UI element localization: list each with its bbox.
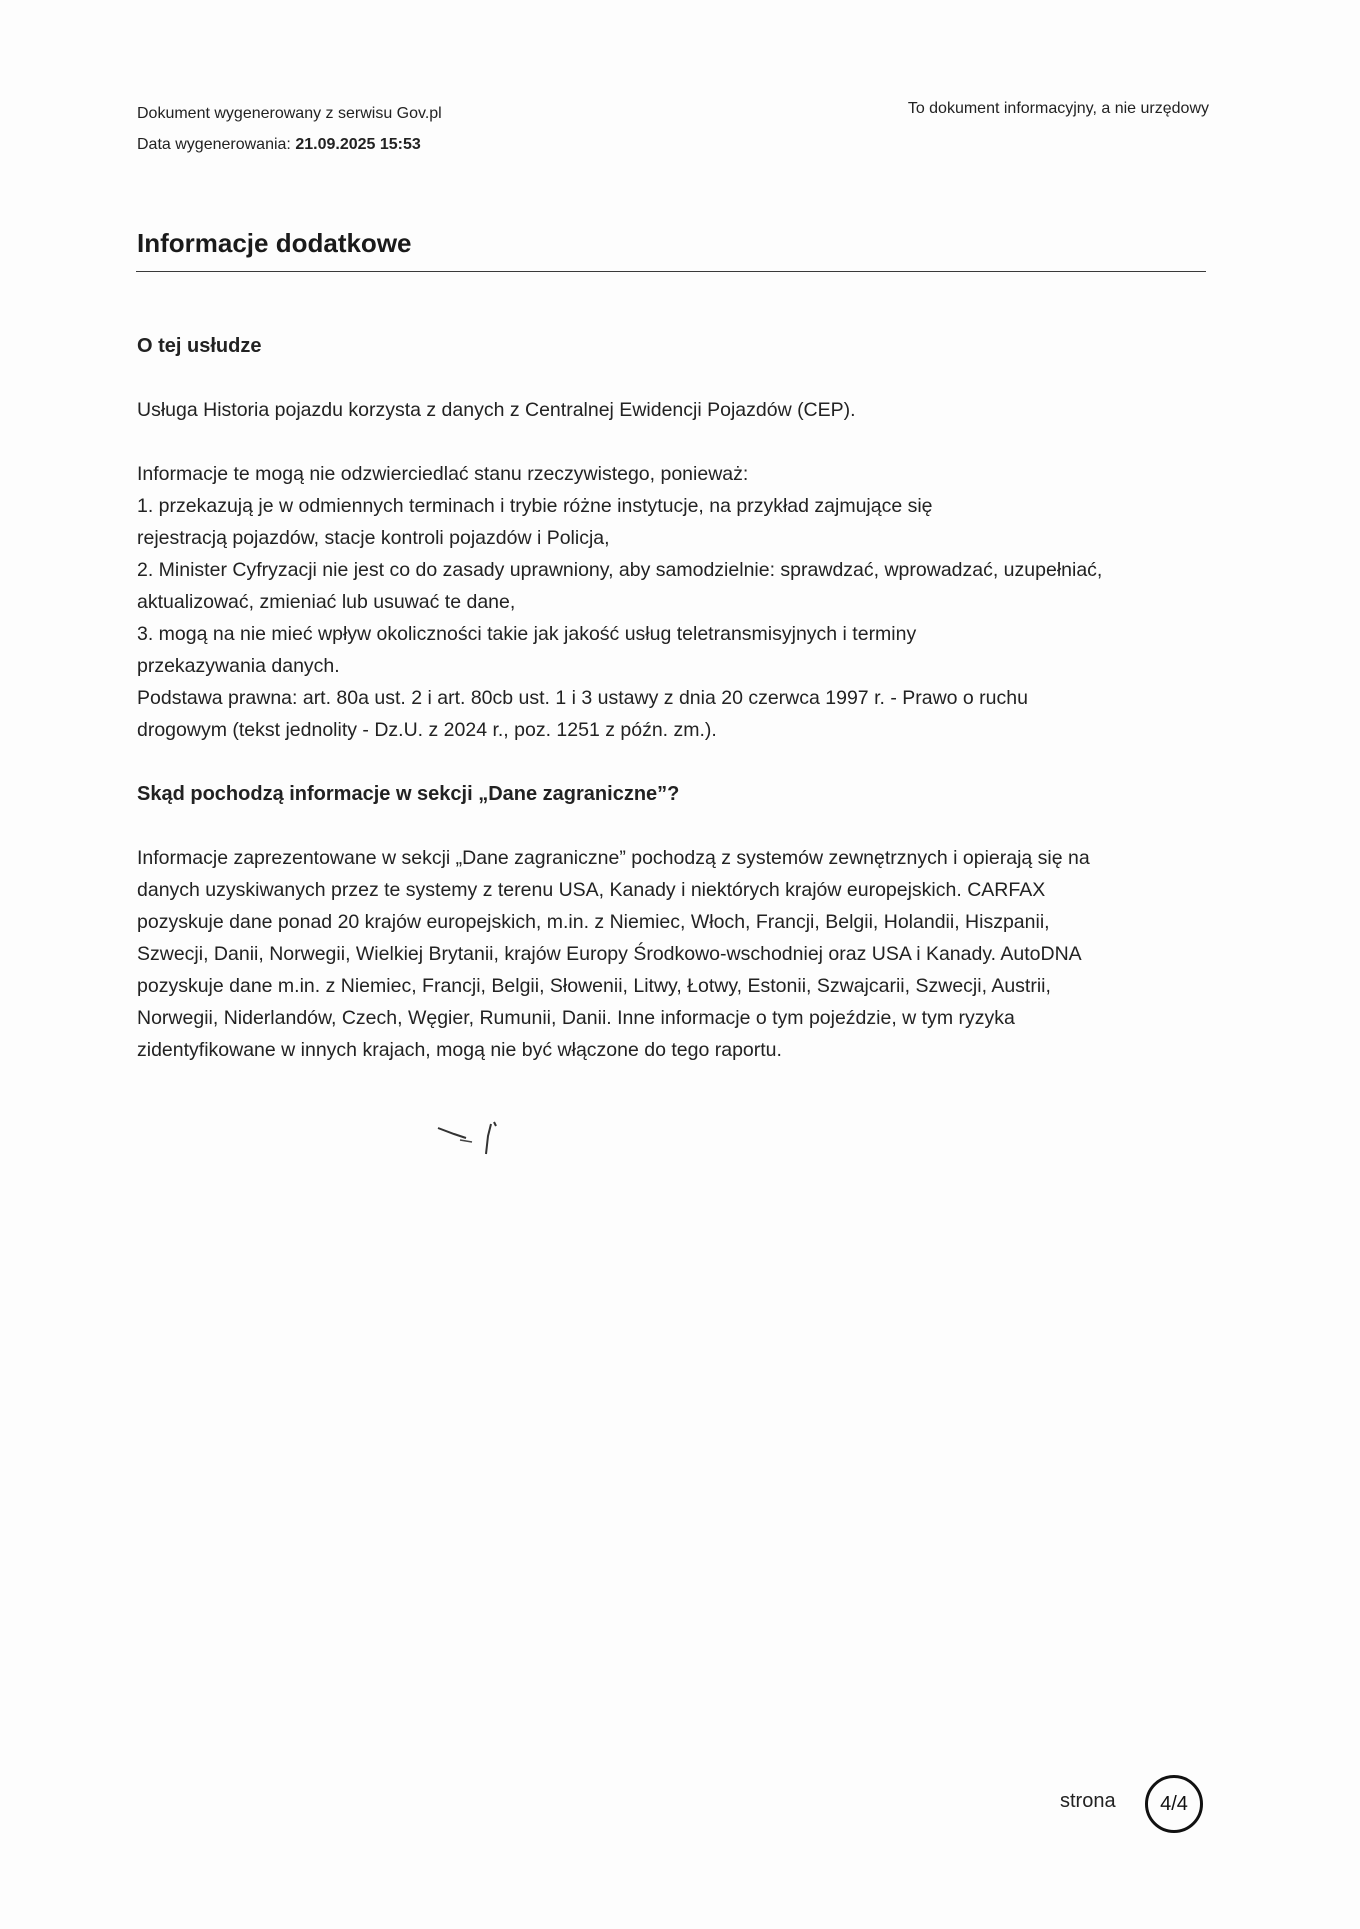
page-number: 4/4 — [1160, 1792, 1188, 1815]
legal-basis-line-1: Podstawa prawna: art. 80a ust. 2 i art. 80cb ust. 1 i 3 ustawy z dnia 20 czerwca 1997 r. - Prawo o ruchu — [137, 687, 1028, 709]
document-header-left — [137, 98, 442, 160]
date-label: Data wygenerowania: — [137, 136, 291, 153]
page-label: strona — [1060, 1790, 1116, 1812]
foreign-line-7: zidentyfikowane w innych krajach, mogą nie być włączone do tego raportu. — [137, 1039, 782, 1061]
legal-basis-line-2: drogowym (tekst jednolity - Dz.U. z 2024 r., poz. 1251 z późn. zm.). — [137, 719, 717, 741]
spacer — [137, 426, 1217, 458]
page-number-badge — [1145, 1775, 1203, 1833]
foreign-line-3: pozyskuje dane ponad 20 krajów europejskich, m.in. z Niemiec, Włoch, Francji, Belgii, Holandii, Hiszpanii, — [137, 911, 1050, 933]
foreign-line-2: danych uzyskiwanych przez te systemy z terenu USA, Kanady i niektórych krajów europejskich. CARFAX — [137, 879, 1046, 901]
reason-3-line-1: 3. mogą na nie mieć wpływ okoliczności takie jak jakość usług teletransmisyjnych i terminy — [137, 623, 917, 645]
reason-2-line-1: 2. Minister Cyfryzacji nie jest co do zasady uprawniony, aby samodzielnie: sprawdzać, wprowadzać, uzupełniać, — [137, 559, 1103, 581]
generation-date — [137, 129, 442, 160]
about-intro: Usługa Historia pojazdu korzysta z danych z Centralnej Ewidencji Pojazdów (CEP). — [137, 399, 856, 421]
spacer — [137, 810, 1217, 842]
reason-1-line-2: rejestracją pojazdów, stacje kontroli pojazdów i Policja, — [137, 527, 610, 549]
foreign-line-5: pozyskuje dane m.in. z Niemiec, Francji, Belgii, Słowenii, Litwy, Łotwy, Estonii, Szwajcarii, Szwecji, Austrii, — [137, 975, 1051, 997]
section-title: Informacje dodatkowe — [137, 228, 412, 258]
foreign-line-1: Informacje zaprezentowane w sekcji „Dane zagraniczne” pochodzą z systemów zewnętrznych i opierają się na — [137, 847, 1090, 869]
reason-1-line-1: 1. przekazują je w odmiennych terminach i trybie różne instytucje, na przykład zajmujące się — [137, 495, 933, 517]
spacer — [137, 746, 1217, 778]
about-heading: O tej usłudze — [137, 335, 262, 357]
pen-scribble-mark — [436, 1120, 506, 1165]
foreign-data-heading: Skąd pochodzą informacje w sekcji „Dane zagraniczne”? — [137, 783, 680, 805]
about-lead: Informacje te mogą nie odzwierciedlać stanu rzeczywistego, ponieważ: — [137, 463, 749, 485]
foreign-line-6: Norwegii, Niderlandów, Czech, Węgier, Rumunii, Danii. Inne informacje o tym pojeździe, w tym ryzyka — [137, 1007, 1015, 1029]
source-label: Dokument wygenerowany z serwisu Gov.pl — [137, 105, 442, 122]
foreign-line-4: Szwecji, Danii, Norwegii, Wielkiej Brytanii, krajów Europy Środkowo-wschodniej oraz USA i Kanady. AutoDNA — [137, 943, 1082, 965]
content-body — [137, 330, 1217, 1066]
spacer — [137, 362, 1217, 394]
reason-2-line-2: aktualizować, zmieniać lub usuwać te dane, — [137, 591, 516, 613]
reason-3-line-2: przekazywania danych. — [137, 655, 340, 677]
disclaimer-text: To dokument informacyjny, a nie urzędowy — [907, 100, 1209, 117]
title-divider — [136, 271, 1206, 272]
date-value: 21.09.2025 15:53 — [295, 136, 421, 153]
